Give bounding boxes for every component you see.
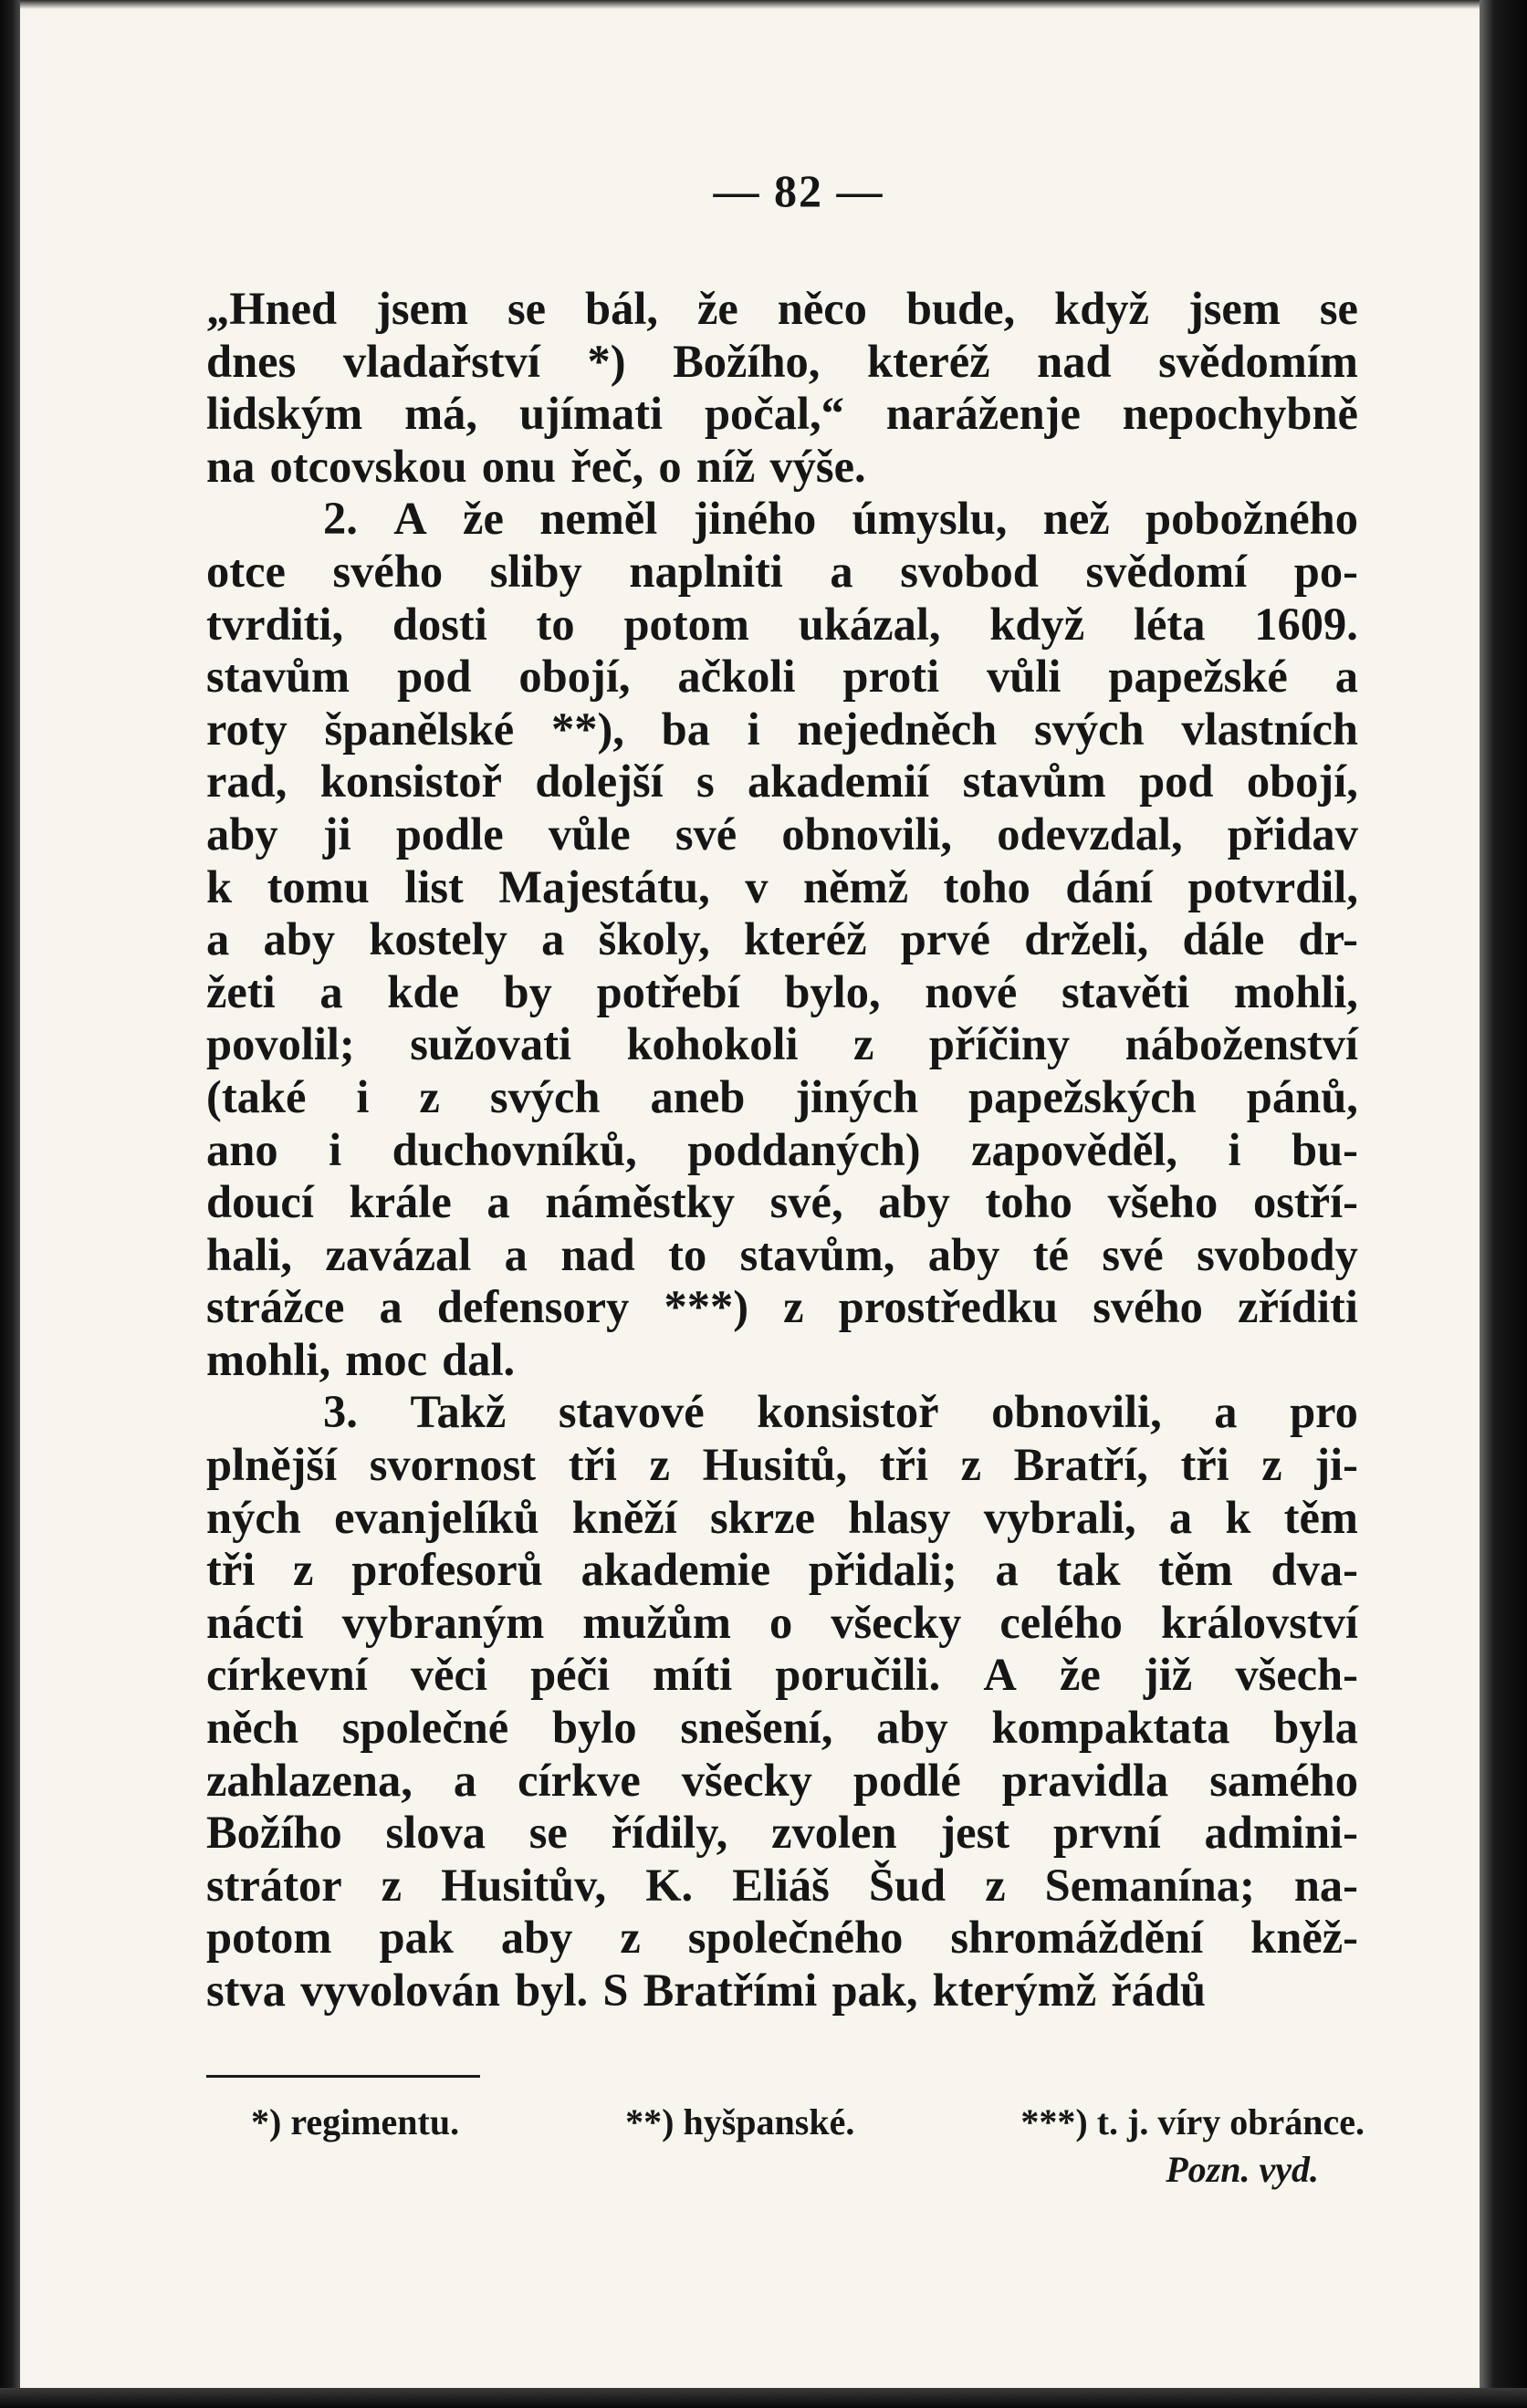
text-line: otce svého sliby naplniti a svobod svědomí po- <box>206 545 1358 597</box>
text-line: tři z profesorů akademie přidali; a tak těm dva- <box>206 1544 1358 1596</box>
text-line: potom pak aby z společného shromáždění kněž- <box>206 1912 1358 1964</box>
footnote-3: ***) t. j. víry obránce. <box>1020 2101 1365 2142</box>
text-line: 3. Takž stavové konsistoř obnovili, a pro <box>323 1386 1358 1438</box>
text-line: strážce a defensory ***) z prostředku svého zříditi <box>206 1281 1358 1333</box>
text-line: ano i duchovníků, poddaných) zapověděl, i bu- <box>206 1123 1358 1175</box>
text-line: „Hned jsem se bál, že něco bude, když jsem se <box>206 283 1358 334</box>
text-line: doucí krále a náměstky své, aby toho všeho ostří- <box>206 1176 1358 1228</box>
text-line: (také i z svých aneb jiných papežských pánů, <box>206 1070 1358 1122</box>
text-line: plnější svornost tři z Husitů, tři z Bratří, tři z ji- <box>206 1439 1358 1491</box>
text-line: Božího slova se řídily, zvolen jest první admini- <box>206 1807 1358 1859</box>
text-line: něch společné bylo snešení, aby kompaktata byla <box>206 1702 1358 1754</box>
body-text <box>206 283 1358 2017</box>
text-line: stva vyvolován byl. S Bratřími pak, kterýmž řádů <box>206 1965 1207 2016</box>
text-line: zahlazena, a církve všecky podlé pravidla samého <box>206 1754 1358 1806</box>
text-line: na otcovskou onu řeč, o níž výše. <box>206 440 866 492</box>
text-line: hali, zavázal a nad to stavům, aby té své svobody <box>206 1228 1358 1280</box>
text-line: ných evanjelíků kněží skrze hlasy vybrali, a k těm <box>206 1491 1358 1543</box>
footnote-divider <box>206 2075 480 2078</box>
text-line: rad, konsistoř dolejší s akademií stavům pod obojí, <box>206 756 1358 808</box>
text-line: roty španělské **), ba i nejedněch svých vlastních <box>206 703 1358 755</box>
text-line: žeti a kde by potřebí bylo, nové stavěti mohli, <box>206 965 1358 1017</box>
footnote-line <box>251 2099 1365 2146</box>
footnote-2: **) hyšpanské. <box>625 2101 855 2142</box>
text-line: mohli, moc dal. <box>206 1333 516 1385</box>
text-line: nácti vybraným mužům o všecky celého království <box>206 1596 1358 1648</box>
footnote-1: *) regimentu. <box>251 2101 460 2142</box>
text-line: povolil; sužovati kohokoli z příčiny náboženství <box>206 1018 1358 1070</box>
text-line: stavům pod obojí, ačkoli proti vůli papežské a <box>206 651 1358 703</box>
scan-edge-right <box>1480 0 1527 2408</box>
text-line: církevní věci péči míti poručili. A že již všech- <box>206 1649 1358 1701</box>
scan-edge-bottom <box>0 2388 1527 2408</box>
text-line: a aby kostely a školy, kteréž prvé drželi, dále dr- <box>206 913 1358 965</box>
text-line: dnes vladařství *) Božího, kteréž nad svědomím <box>206 335 1358 387</box>
paragraph <box>206 493 1358 1386</box>
text-line: tvrditi, dosti to potom ukázal, když léta 1609. <box>206 598 1358 650</box>
page-number: — 82 — <box>713 165 884 216</box>
scan-edge-top <box>0 0 1527 9</box>
paragraph <box>206 1386 1358 2017</box>
text-line: k tomu list Majestátu, v němž toho dání potvrdil, <box>206 860 1358 912</box>
scan-edge-left <box>0 0 20 2408</box>
paragraph <box>206 283 1358 493</box>
text-line: 2. A že neměl jiného úmyslu, než pobožného <box>323 493 1358 545</box>
footnotes <box>251 2099 1365 2194</box>
editor-note: Pozn. vyd. <box>1166 2149 1319 2190</box>
text-line: lidským má, ujímati počal,“ naráženje nepochybně <box>206 388 1358 440</box>
text-line: strátor z Husitův, K. Eliáš Šud z Semanína; na- <box>206 1859 1358 1911</box>
text-line: aby ji podle vůle své obnovili, odevzdal, přidav <box>206 808 1358 860</box>
